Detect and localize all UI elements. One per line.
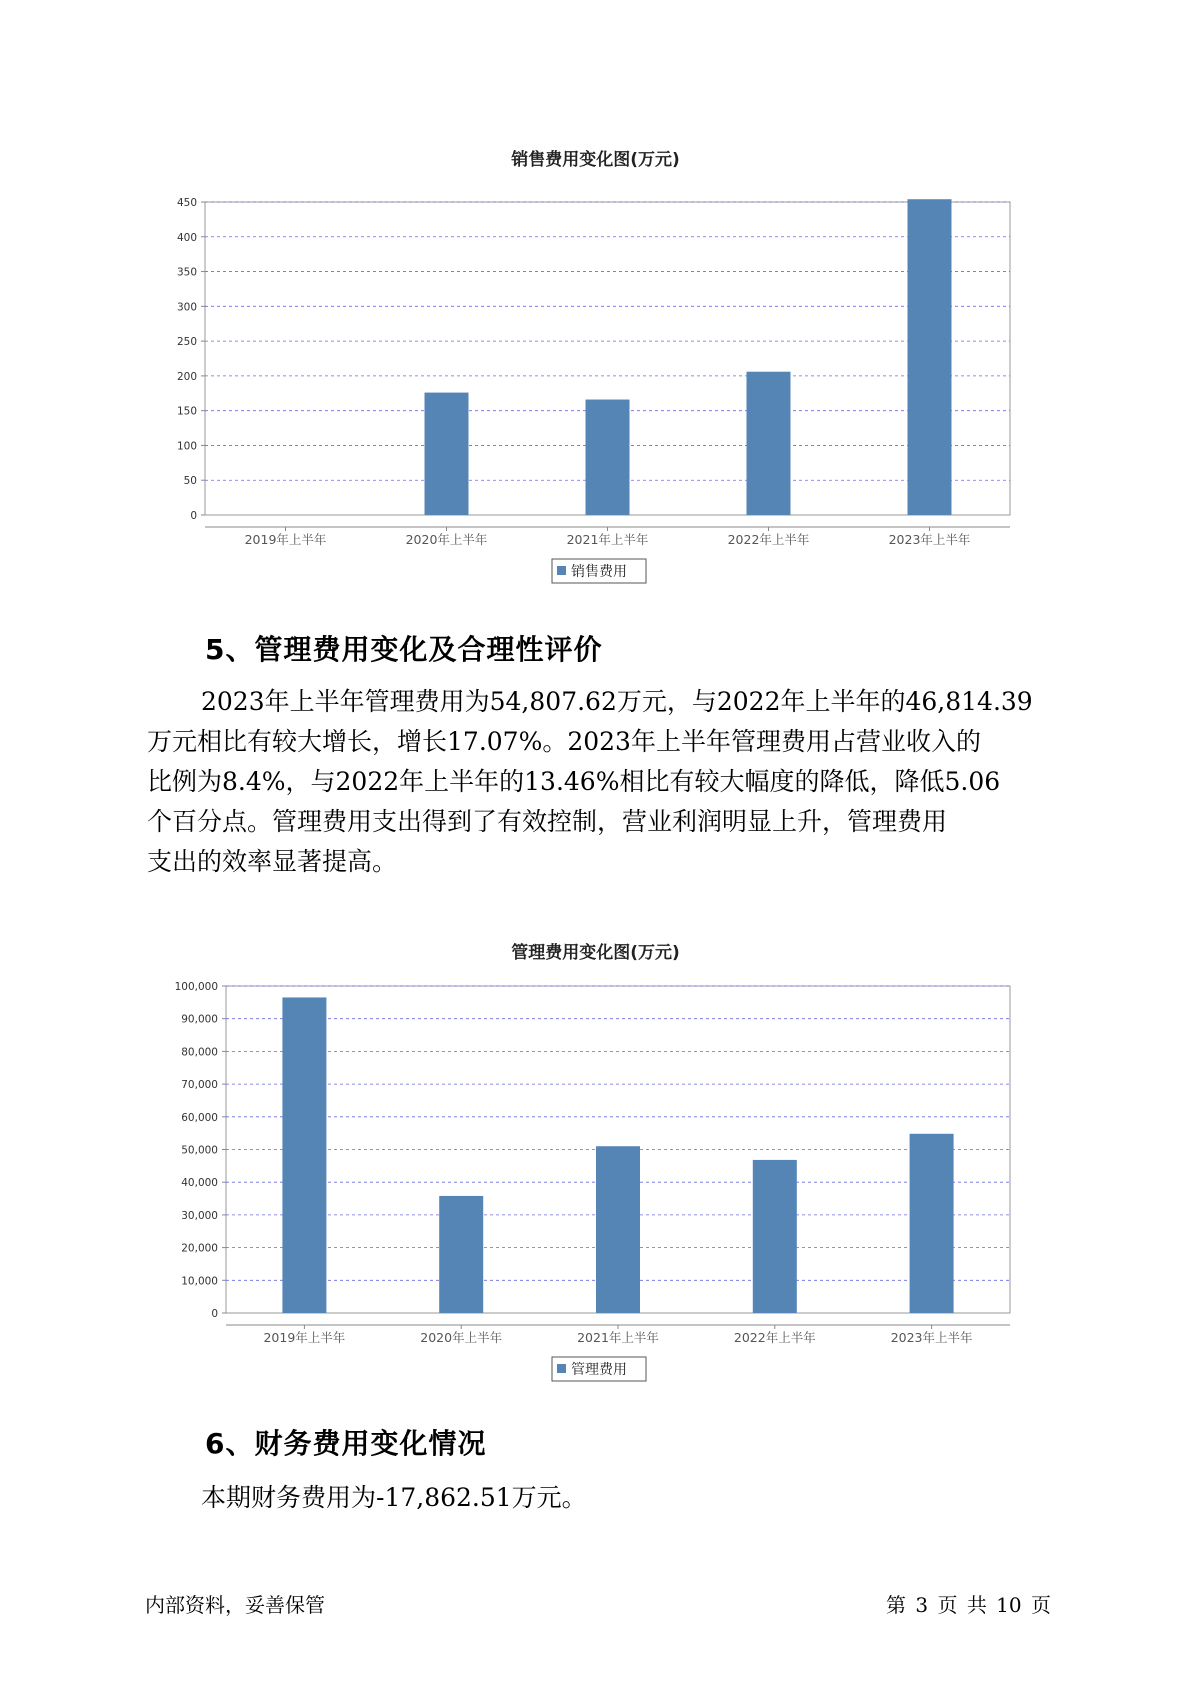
management-expense-chart [0,955,1191,1395]
legend-label: 销售费用 [571,564,627,580]
y-tick-label: 250 [176,336,197,349]
y-tick-label: 80,000 [181,1046,218,1059]
y-tick-label: 300 [176,301,197,314]
legend [552,1357,646,1381]
section-5-heading: 5、管理费用变化及合理性评价 [205,633,603,666]
management-chart-title: 管理费用变化图(万元) [511,943,680,963]
x-tick-label: 2019年上半年 [263,1330,346,1345]
bar [747,372,791,515]
bar [908,199,952,515]
legend-label: 管理费用 [571,1362,627,1378]
sales-expense-chart [0,160,1191,600]
x-tick-label: 2022年上半年 [727,532,810,547]
section-6-paragraph [147,1478,1072,1518]
paragraph-line: 2023年上半年管理费用为54,807.62万元，与2022年上半年的46,814.39 [201,687,1033,716]
paragraph-line: 个百分点。管理费用支出得到了有效控制，营业利润明显上升，管理费用 [147,807,948,836]
bar [439,1196,483,1313]
y-tick-label: 400 [176,231,197,244]
y-tick-label: 50,000 [181,1144,218,1157]
bar [425,393,469,515]
x-tick-label: 2020年上半年 [420,1330,503,1345]
y-tick-label: 50 [183,475,197,488]
paragraph-line: 万元相比有较大增长，增长17.07%。2023年上半年管理费用占营业收入的 [147,727,981,756]
y-tick-label: 200 [176,370,197,383]
bar [596,1146,640,1313]
legend [552,559,646,583]
y-tick-label: 40,000 [181,1177,218,1190]
x-tick-label: 2021年上半年 [566,532,649,547]
y-tick-label: 100 [176,440,197,453]
legend-swatch [557,566,566,575]
paragraph-line: 支出的效率显著提高。 [147,847,398,876]
bar [282,997,326,1313]
footer-confidential-note: 内部资料，妥善保管 [145,1593,325,1617]
y-tick-label: 100,000 [174,981,218,993]
y-tick-label: 0 [211,1308,218,1320]
bar [753,1160,797,1313]
y-tick-label: 70,000 [181,1079,218,1092]
paragraph-line: 比例为8.4%，与2022年上半年的13.46%相比有较大幅度的降低，降低5.06 [147,767,1001,796]
y-tick-label: 90,000 [181,1013,218,1026]
x-tick-label: 2021年上半年 [577,1330,659,1345]
x-tick-label: 2022年上半年 [733,1330,816,1345]
footer-page-number: 第 3 页 共 10 页 [886,1593,1051,1617]
y-tick-label: 10,000 [181,1275,218,1288]
paragraph-line: 本期财务费用为-17,862.51万元。 [201,1483,587,1512]
y-tick-label: 60,000 [181,1111,218,1124]
y-tick-label: 350 [176,266,197,279]
x-tick-label: 2023年上半年 [890,1330,973,1345]
legend-swatch [557,1364,566,1373]
sales-chart-title: 销售费用变化图(万元) [511,150,680,170]
bar [586,400,630,515]
y-tick-label: 0 [190,510,197,522]
x-tick-label: 2020年上半年 [405,532,488,547]
y-tick-label: 450 [176,197,197,209]
bar [910,1134,954,1313]
section-5-paragraph [147,682,1072,882]
x-tick-label: 2019年上半年 [244,532,327,547]
y-tick-label: 150 [176,405,197,418]
x-tick-label: 2023年上半年 [888,532,971,547]
section-6-heading: 6、财务费用变化情况 [205,1427,487,1460]
y-tick-label: 30,000 [181,1209,218,1222]
y-tick-label: 20,000 [181,1242,218,1255]
